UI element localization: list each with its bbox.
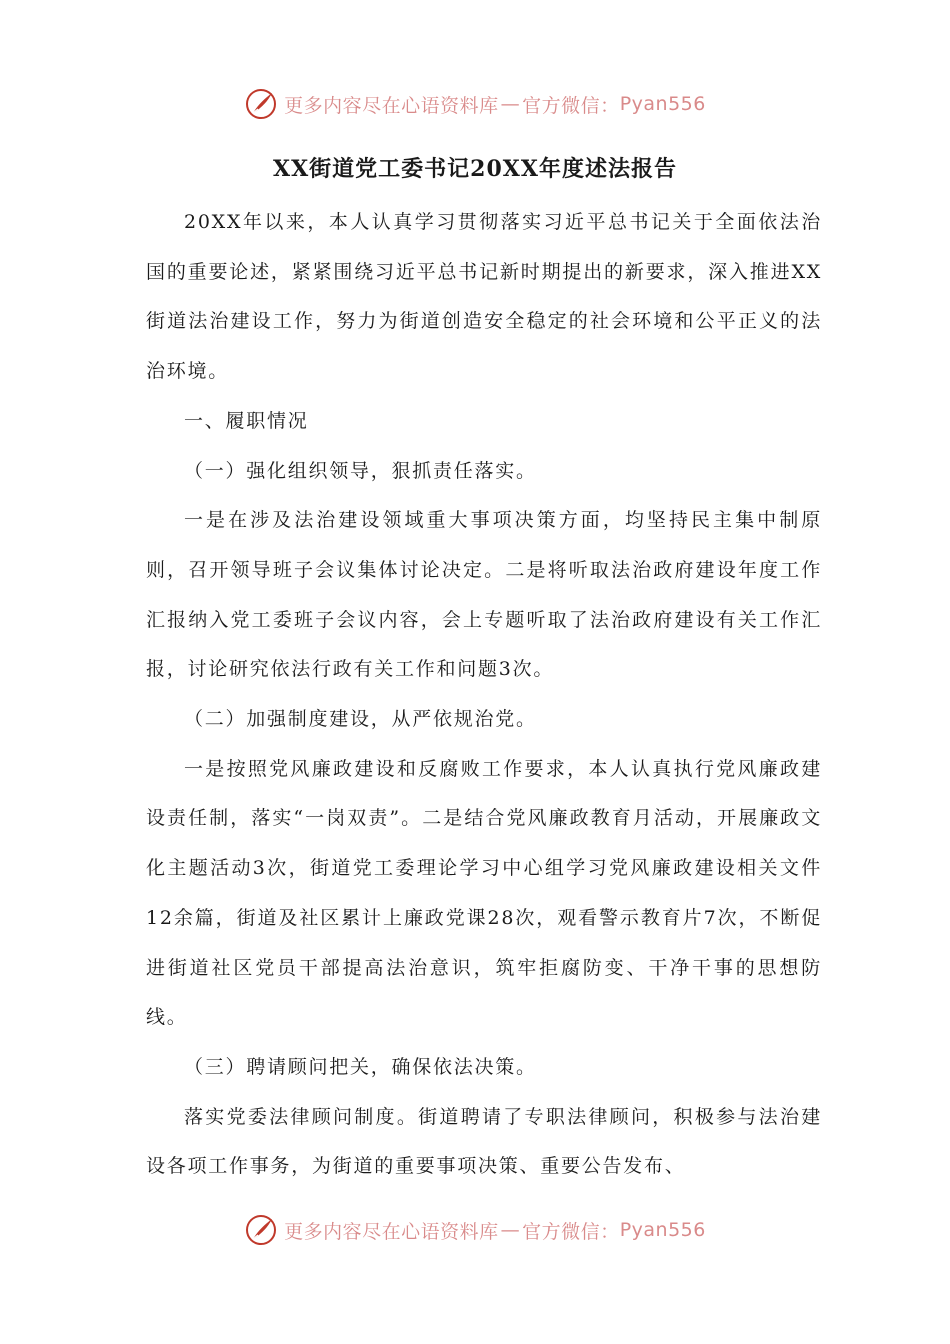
document-body [146, 198, 822, 1192]
paragraph-intro: 20XX年以来，本人认真学习贯彻落实习近平总书记关于全面依法治国的重要论述，紧紧围绕习近平总书记新时期提出的新要求，深入推进XX街道法治建设工作，努力为街道创造安全稳定的社会环境和公平正义的法治环境。 [146, 211, 822, 383]
watermark-wechat-label: 官方微信： [522, 94, 620, 117]
watermark-wechat-label: 官方微信： [522, 1220, 620, 1243]
watermark-banner-bottom [0, 1208, 950, 1252]
watermark-banner-top [0, 82, 950, 126]
paragraph-3: 落实党委法律顾问制度。街道聘请了专职法律顾问，积极参与法治建设各项工作事务，为街道的重要事项决策、重要公告发布、 [146, 1105, 822, 1178]
watermark-separator: — [500, 93, 521, 115]
paragraph-2: 一是按照党风廉政建设和反腐败工作要求，本人认真执行党风廉政建设责任制，落实“一岗双责”。二是结合党风廉政教育月活动，开展廉政文化主题活动3次，街道党工委理论学习中心组学习党风廉政建设相关文件12余篇，街道及社区累计上廉政党课28次，观看警示教育片7次，不断促进街道社区党员干部提高法治意识，筑牢拒腐防变、干净干事的思想防线。 [146, 757, 822, 1029]
watermark-text: 更多内容尽在心语资料库 [284, 94, 499, 117]
watermark-text: 更多内容尽在心语资料库 [284, 1220, 499, 1243]
watermark-wechat-id: Pyan556 [619, 93, 706, 115]
subheading-2: （二）加强制度建设，从严依规治党。 [184, 708, 537, 731]
quill-pen-logo-icon [244, 87, 278, 121]
document-title: XX街道党工委书记20XX年度述法报告 [273, 156, 677, 182]
watermark-wechat-id: Pyan556 [619, 1219, 706, 1241]
watermark-separator: — [500, 1219, 521, 1241]
quill-pen-logo-icon [244, 1213, 278, 1247]
subheading-1: （一）强化组织领导，狠抓责任落实。 [184, 459, 537, 482]
section-heading-1: 一、履职情况 [184, 409, 309, 432]
paragraph-1: 一是在涉及法治建设领域重大事项决策方面，均坚持民主集中制原则，召开领导班子会议集体讨论决定。二是将听取法治政府建设年度工作汇报纳入党工委班子会议内容，会上专题听取了法治政府建设有关工作汇报，讨论研究依法行政有关工作和问题3次。 [146, 509, 822, 681]
subheading-3: （三）聘请顾问把关，确保依法决策。 [184, 1055, 537, 1078]
